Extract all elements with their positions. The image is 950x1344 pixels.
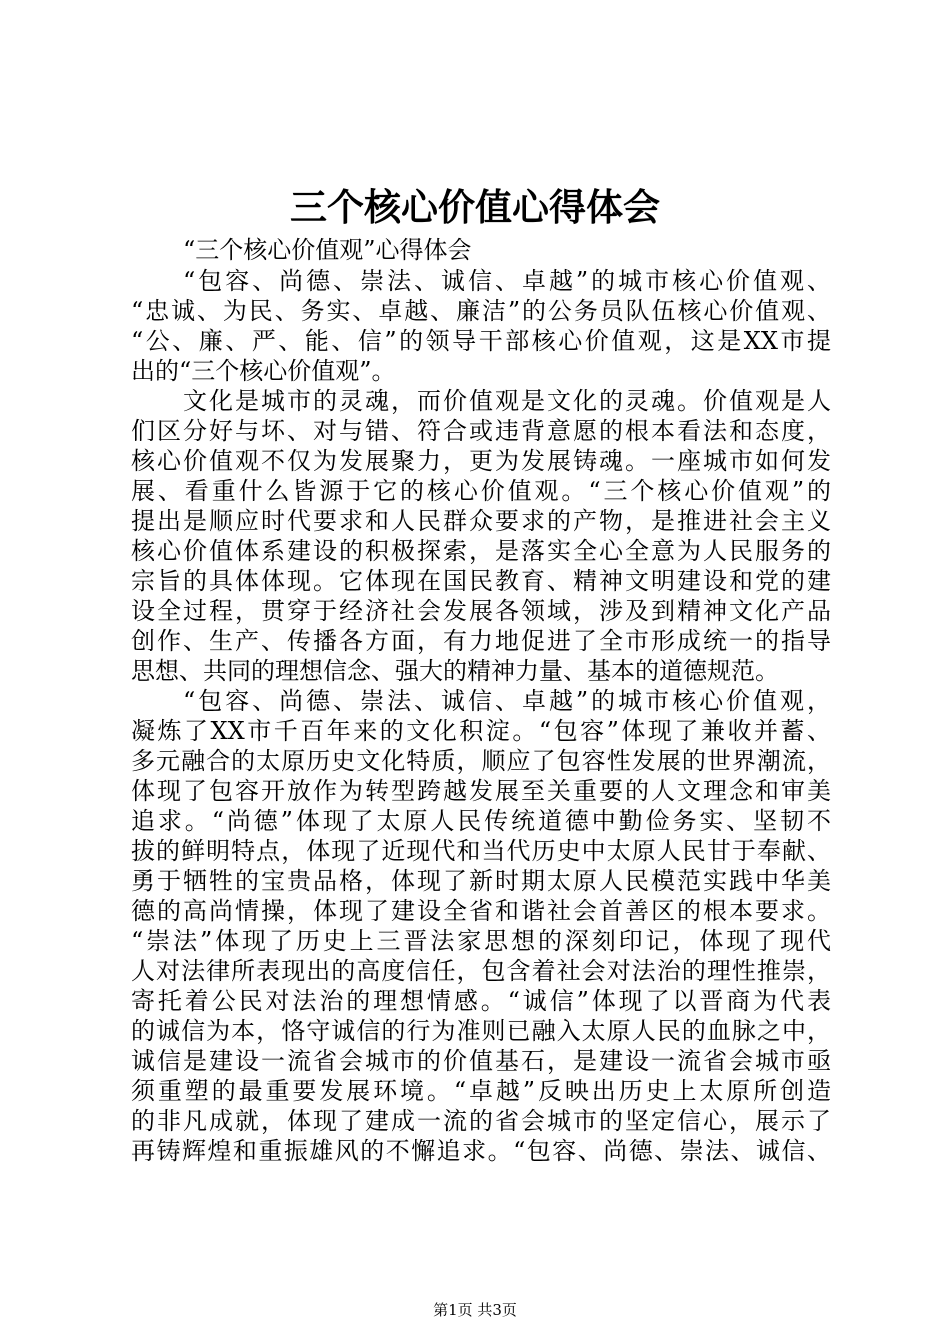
body-line: 宗旨的具体体现。它体现在国民教育、精神文明建设和党的建	[131, 567, 831, 595]
body-line: 再铸辉煌和重振雄风的不懈追求。“包容、尚德、崇法、诚信、	[131, 1137, 831, 1165]
body-line: 出的“三个核心价值观”。	[131, 357, 396, 385]
document-title: 三个核心价值心得体会	[290, 185, 660, 229]
body-line: 寄托着公民对法治的理想情感。“诚信”体现了以晋商为代表	[131, 987, 831, 1015]
body-line: 创作、生产、传播各方面，有力地促进了全市形成统一的指导	[131, 627, 831, 655]
body-line: 设全过程，贯穿于经济社会发展各领域，涉及到精神文化产品	[131, 597, 831, 625]
body-line: 的非凡成就，体现了建成一流的省会城市的坚定信心，展示了	[131, 1107, 831, 1135]
body-line: 多元融合的太原历史文化特质，顺应了包容性发展的世界潮流，	[131, 747, 831, 775]
document-subtitle: “三个核心价值观”心得体会	[183, 236, 472, 264]
body-line: 须重塑的最重要发展环境。“卓越”反映出历史上太原所创造	[131, 1077, 831, 1105]
body-line: “公、廉、严、能、信”的领导干部核心价值观，这是XX市提	[131, 327, 831, 355]
body-line: 诚信是建设一流省会城市的价值基石，是建设一流省会城市亟	[131, 1047, 831, 1075]
document-body	[131, 266, 831, 1166]
body-line: 追求。“尚德”体现了太原人民传统道德中勤俭务实、坚韧不	[131, 807, 831, 835]
body-line: 核心价值体系建设的积极探索，是落实全心全意为人民服务的	[131, 537, 831, 565]
body-line: 文化是城市的灵魂，而价值观是文化的灵魂。价值观是人	[183, 387, 831, 415]
body-line: 们区分好与坏、对与错、符合或违背意愿的根本看法和态度，	[131, 417, 831, 445]
body-line: 凝炼了XX市千百年来的文化积淀。“包容”体现了兼收并蓄、	[131, 717, 831, 745]
body-line: 勇于牺牲的宝贵品格，体现了新时期太原人民模范实践中华美	[131, 867, 831, 895]
page-footer: 第1页 共3页	[433, 1301, 517, 1319]
body-line: 核心价值观不仅为发展聚力，更为发展铸魂。一座城市如何发	[131, 447, 831, 475]
body-line: 的诚信为本，恪守诚信的行为准则已融入太原人民的血脉之中，	[131, 1017, 831, 1045]
body-line: “崇法”体现了历史上三晋法家思想的深刻印记，体现了现代	[131, 927, 831, 955]
body-line: 提出是顺应时代要求和人民群众要求的产物，是推进社会主义	[131, 507, 831, 535]
body-line: “忠诚、为民、务实、卓越、廉洁”的公务员队伍核心价值观、	[131, 297, 831, 325]
body-line: 拔的鲜明特点，体现了近现代和当代历史中太原人民甘于奉献、	[131, 837, 831, 865]
body-line: 展、看重什么皆源于它的核心价值观。“三个核心价值观”的	[131, 477, 831, 505]
body-line: 人对法律所表现出的高度信任，包含着社会对法治的理性推崇，	[131, 957, 831, 985]
body-line: 体现了包容开放作为转型跨越发展至关重要的人文理念和审美	[131, 777, 831, 805]
body-line: “包容、尚德、崇法、诚信、卓越”的城市核心价值观，	[183, 687, 831, 715]
body-line: 德的高尚情操，体现了建设全省和谐社会首善区的根本要求。	[131, 897, 831, 925]
body-line: “包容、尚德、崇法、诚信、卓越”的城市核心价值观、	[183, 267, 831, 295]
body-line: 思想、共同的理想信念、强大的精神力量、基本的道德规范。	[131, 657, 779, 685]
